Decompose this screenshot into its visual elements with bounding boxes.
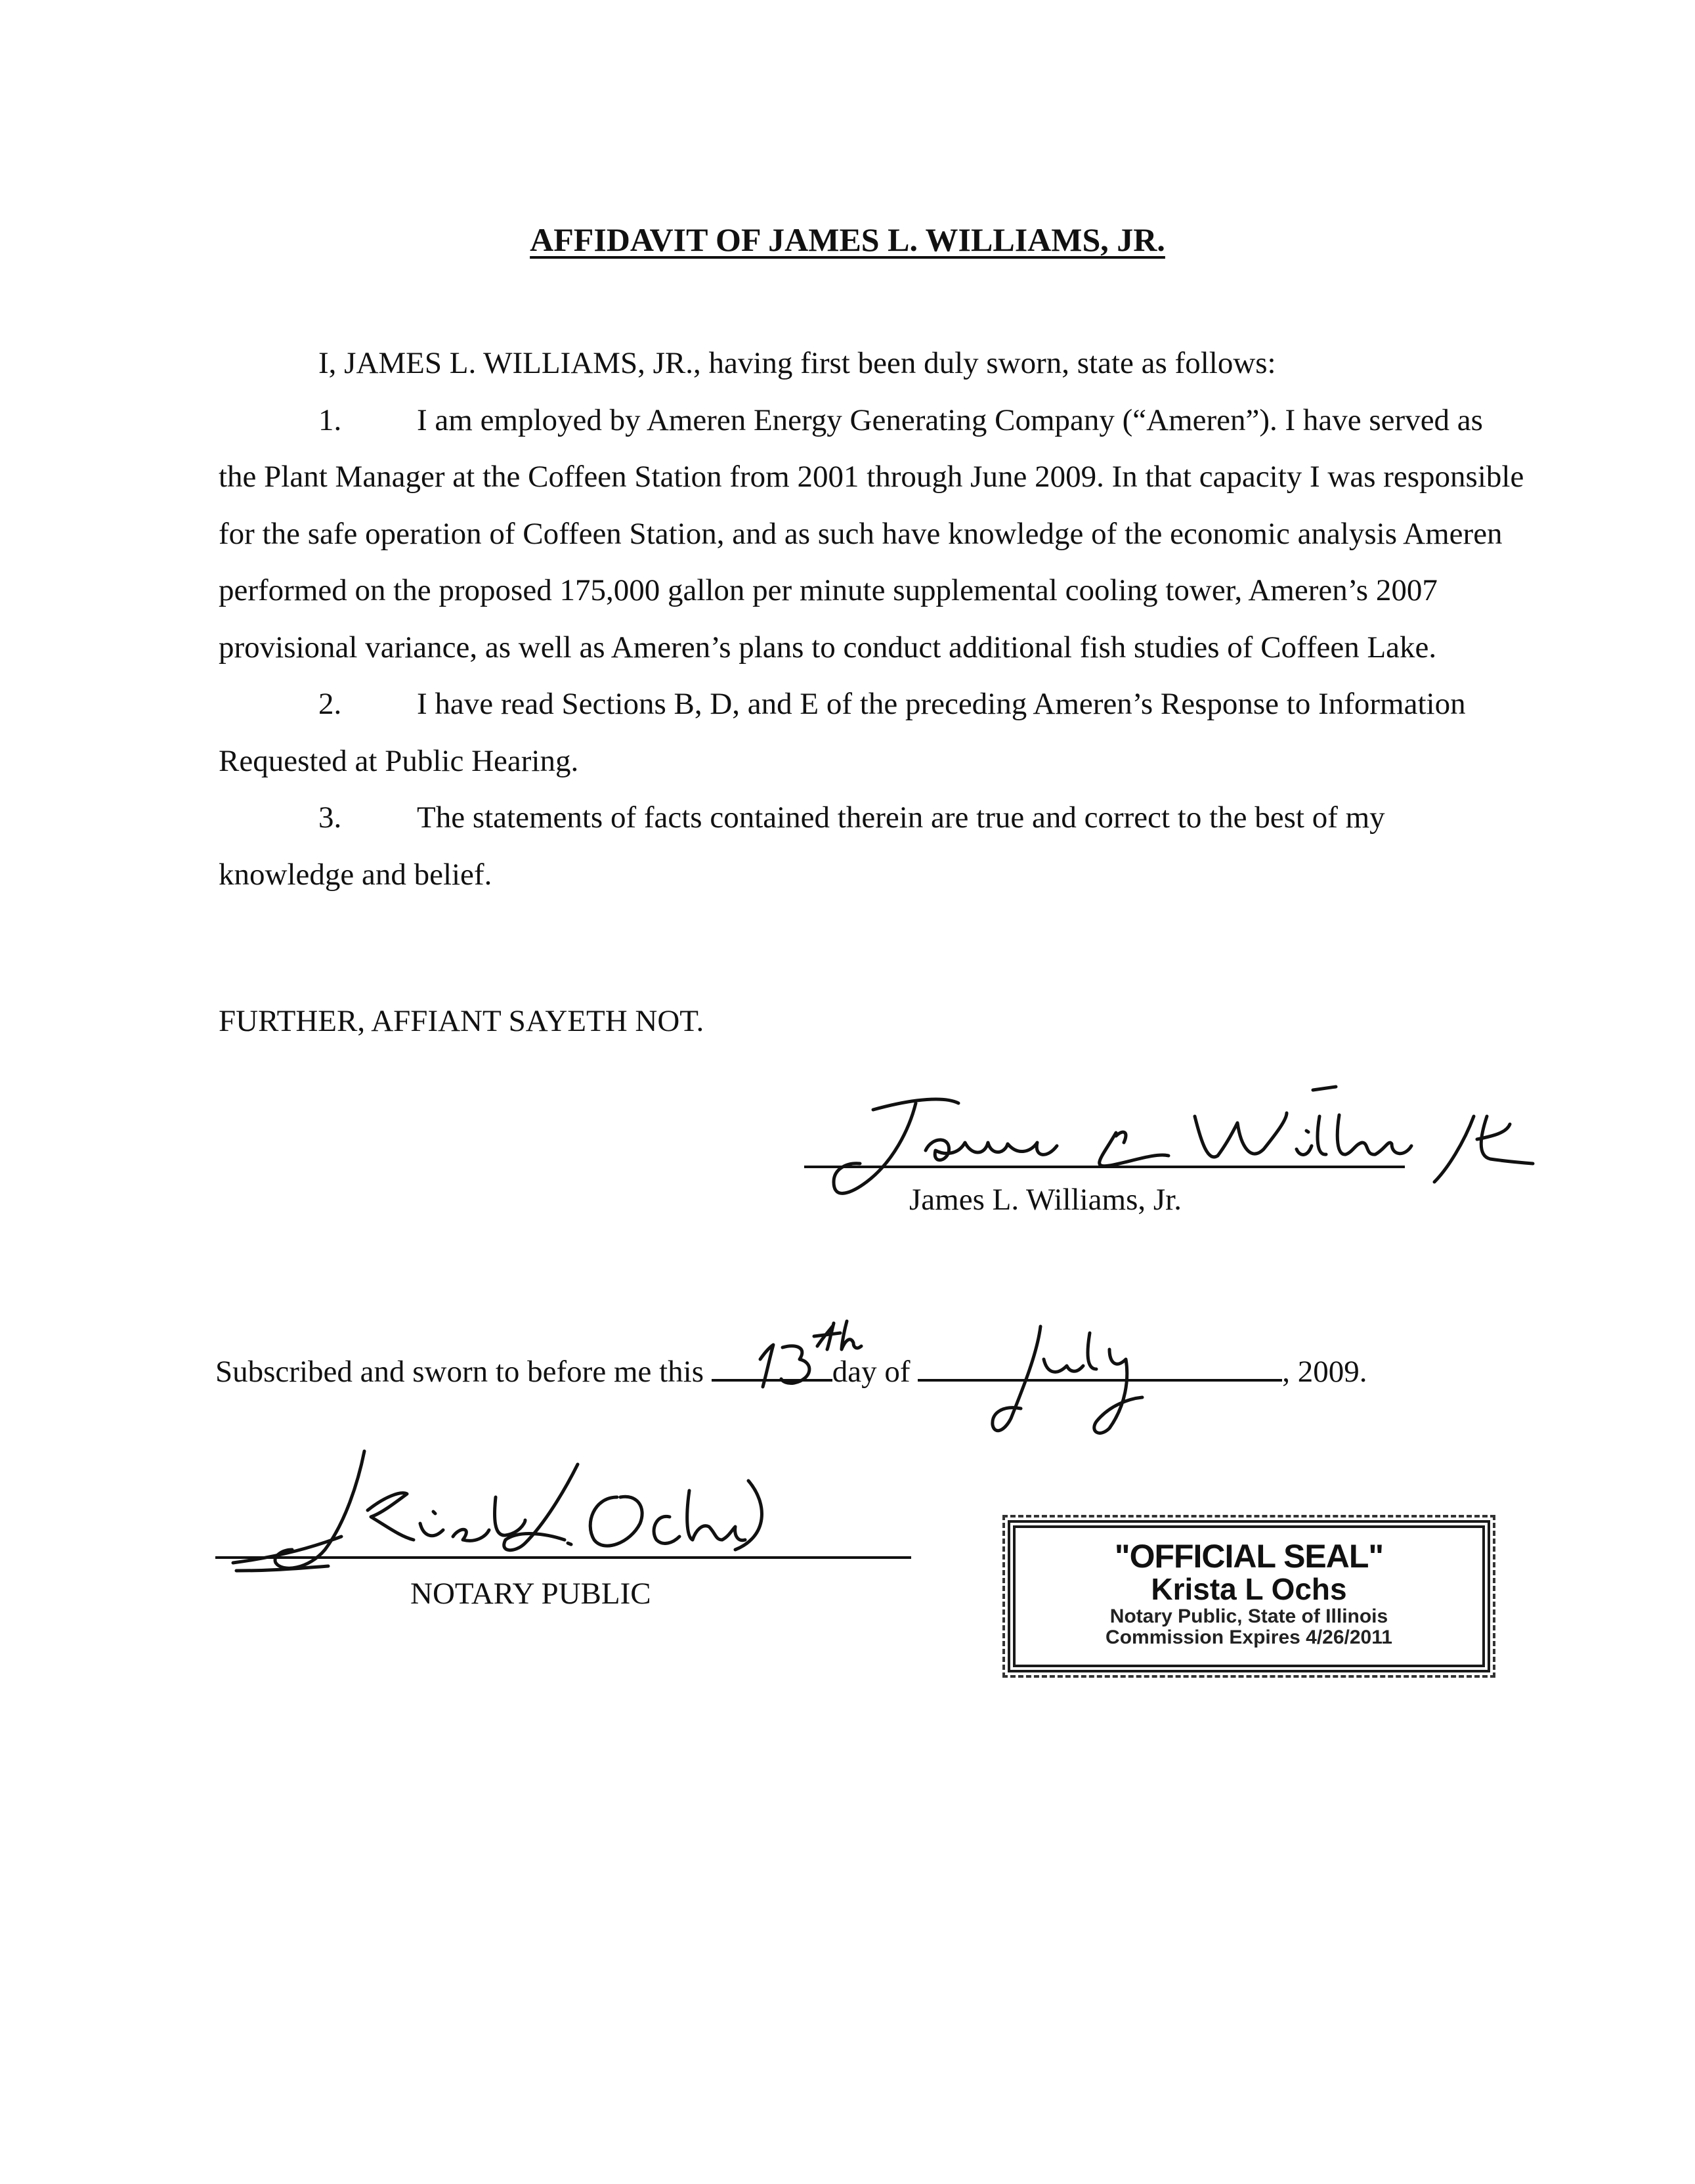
item-text: I have read Sections B, D, and E of the preceding Ameren’s Response to Information Requested at Public Hearing. (219, 687, 1466, 778)
item-number: 3. (318, 800, 342, 835)
seal-commission-line: Commission Expires 4/26/2011 (1105, 1627, 1392, 1648)
numbered-item-3 (219, 789, 1525, 903)
month-blank (918, 1353, 1282, 1382)
seal-notary-name: Krista L Ochs (1151, 1572, 1347, 1606)
affiant-printed-name: James L. Williams, Jr. (909, 1183, 1182, 1217)
item-number: 2. (318, 687, 342, 721)
further-statement: FURTHER, AFFIANT SAYETH NOT. (219, 1004, 704, 1038)
jurat-middle: day of (832, 1355, 911, 1389)
notary-signature-line (215, 1556, 911, 1559)
numbered-item-1 (219, 392, 1525, 676)
intro-paragraph: I, JAMES L. WILLIAMS, JR., having first been duly sworn, state as follows: (318, 346, 1276, 380)
notary-public-label: NOTARY PUBLIC (410, 1577, 651, 1611)
numbered-item-2 (219, 676, 1525, 789)
official-seal-stamp (1008, 1520, 1490, 1672)
day-blank (712, 1353, 832, 1382)
affidavit-body (219, 335, 1525, 903)
item-number: 1. (318, 403, 342, 437)
document-title: AFFIDAVIT OF JAMES L. WILLIAMS, JR. (530, 221, 1165, 258)
seal-state-line: Notary Public, State of Illinois (1109, 1605, 1388, 1627)
jurat-prefix: Subscribed and sworn to before me this (215, 1355, 704, 1389)
seal-heading: "OFFICIAL SEAL" (1114, 1538, 1384, 1575)
notary-signature-handwriting (233, 1451, 762, 1571)
item-text: I am employed by Ameren Energy Generating Company (“Ameren”). I have served as the Plant Manager at the Coffeen Station from 2001 through June 2009. In that capacity I was responsible for the safe operation of Coffeen Station, and as such have knowledge of the economic analysis Ameren performed on the proposed 175,000 gallon per minute supplemental cooling tower, Ameren’s 2007 provisional variance, as well as Ameren’s plans to conduct additional fish studies of Coffeen Lake. (219, 403, 1524, 665)
item-text: The statements of facts contained therein are true and correct to the best of my knowledge and belief. (219, 800, 1385, 892)
affiant-signature-handwriting (834, 1087, 1533, 1193)
jurat-suffix: , 2009. (1282, 1355, 1367, 1389)
jurat-statement (215, 1353, 1367, 1389)
affiant-signature-line (804, 1166, 1405, 1168)
